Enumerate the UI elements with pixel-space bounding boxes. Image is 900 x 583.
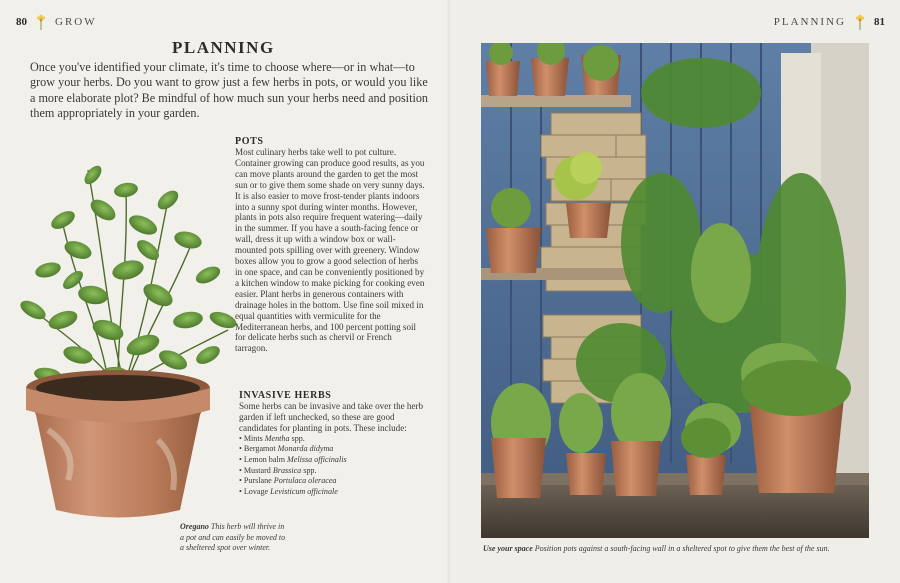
invasive-herb-list bbox=[239, 434, 429, 498]
right-section-label: PLANNING bbox=[773, 16, 846, 28]
photo-caption bbox=[483, 544, 883, 554]
page-title: PLANNING bbox=[172, 38, 275, 57]
pots-section bbox=[235, 136, 425, 354]
oregano-caption bbox=[180, 522, 290, 554]
list-item: • Purslane Portulaca oleracea bbox=[239, 476, 429, 487]
right-page-number: 81 bbox=[874, 16, 885, 28]
intro-paragraph: Once you've identified your climate, it's time to choose where—or in what—to grow your herbs. Do you want to grow just a few herbs in pots, or would you like a more elaborate plot? Be mindful of how much sun your herbs need and position them appropriately in your garden. bbox=[30, 60, 429, 121]
right-folio bbox=[774, 14, 885, 30]
pots-body: Most culinary herbs take well to pot culture. Container growing can produce good results, as you can move plants around the garden to get the most sun or to give them some shade on very sunny days. It is also easier to move frost-tender plants indoors into a sunny spot during winter months. However, plants in pots also require frequent watering—daily in the summer. If you have a south-facing fence or wall, dress it up with a window box or wall-mounted pots spilling over with greenery. Window boxes allow you to grow a good selection of herbs in one space, and can be conveniently positioned by a kitchen window to make picking for cooking even easier. Plant herbs in generous containers with drainage holes in the bottom. Use fine soil mixed in equal quantities with vermiculite for the Mediterranean herbs, and 100 percent potting soil for delicate herbs such as chervil or French tarragon. bbox=[235, 147, 425, 354]
flower-icon bbox=[35, 14, 47, 30]
oregano-pot-illustration bbox=[8, 130, 258, 522]
oregano-caption-text: This herb will thrive in a pot and can easily be moved to a sheltered spot over winter. bbox=[180, 522, 286, 552]
left-section-label: GROW bbox=[55, 16, 97, 28]
pots-heading: POTS bbox=[235, 136, 264, 147]
left-folio bbox=[16, 14, 97, 30]
invasive-heading: INVASIVE HERBS bbox=[239, 390, 332, 401]
list-item: • Lovage Levisticum officinale bbox=[239, 487, 429, 498]
oregano-caption-lead: Oregano bbox=[180, 522, 209, 531]
invasive-body: Some herbs can be invasive and take over the herb garden if left unchecked, so these are good candidates for planting in pots. These include: bbox=[239, 401, 424, 433]
list-item: • Mints Mentha spp. bbox=[239, 434, 429, 445]
list-item: • Lemon balm Melissa officinalis bbox=[239, 455, 429, 466]
photo-caption-lead: Use your space bbox=[483, 544, 533, 553]
left-page-number: 80 bbox=[16, 16, 27, 28]
photo-caption-text: Position pots against a south-facing wall in a sheltered spot to give them the best of the sun. bbox=[532, 544, 830, 553]
invasive-section bbox=[239, 390, 429, 497]
potted-herbs-photo bbox=[481, 43, 869, 538]
list-item: • Bergamot Monarda didyma bbox=[239, 444, 429, 455]
flower-icon bbox=[854, 14, 866, 30]
list-item: • Mustard Brassica spp. bbox=[239, 466, 429, 477]
